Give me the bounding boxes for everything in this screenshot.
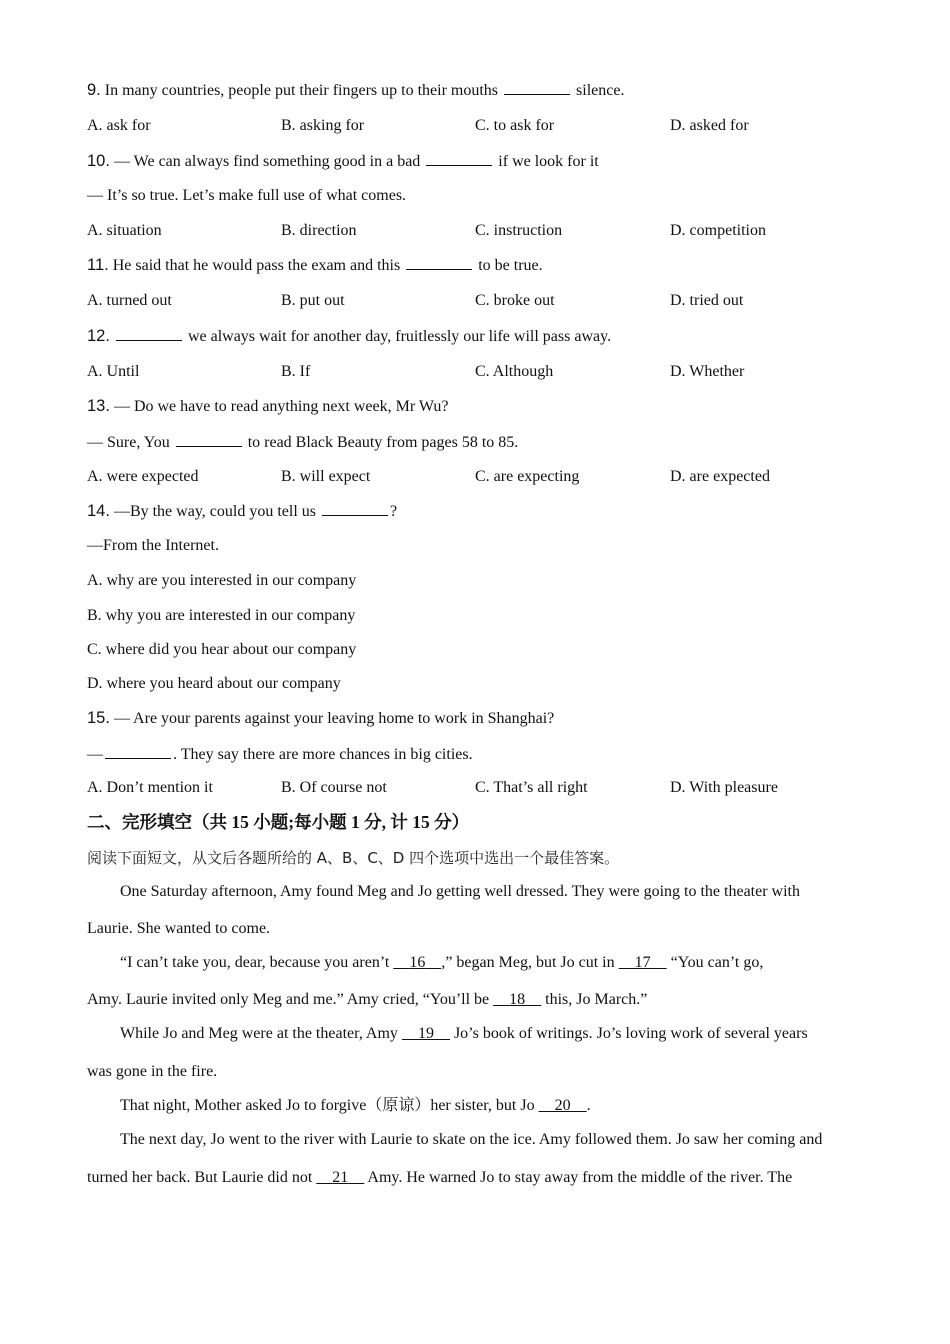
cloze-blank-20[interactable]: 20	[554, 1097, 571, 1114]
question-14-stem: 14. —By the way, could you tell us ?	[87, 502, 398, 520]
option-b: B. If	[281, 363, 311, 380]
option-a: A. Don’t mention it	[87, 779, 213, 796]
question-number: 10.	[87, 152, 110, 170]
option-b: B. put out	[281, 292, 345, 309]
option-d: D. are expected	[670, 468, 770, 485]
passage-line: The next day, Jo went to the river with Laurie to skate on the ice. Amy followed them. Jo saw her coming and	[120, 1131, 823, 1148]
option-b: B. asking for	[281, 117, 365, 134]
question-10-reply: — It’s so true. Let’s make full use of what comes.	[87, 187, 407, 204]
option-c: C. are expecting	[475, 468, 580, 485]
option-c: C. where did you hear about our company	[87, 641, 357, 658]
question-number: 14.	[87, 502, 110, 520]
option-d: D. asked for	[670, 117, 749, 134]
question-10-stem: 10. — We can always find something good in a bad if we look for it	[87, 152, 599, 170]
option-b: B. Of course not	[281, 779, 387, 796]
option-a: A. situation	[87, 222, 162, 239]
question-13-stem: 13. — Do we have to read anything next week, Mr Wu?	[87, 397, 449, 415]
option-a: A. turned out	[87, 292, 172, 309]
question-number: 12.	[87, 327, 110, 345]
option-d: D. With pleasure	[670, 779, 778, 796]
question-number: 13.	[87, 397, 110, 415]
option-c: C. That’s all right	[475, 779, 588, 796]
passage-line: One Saturday afternoon, Amy found Meg and Jo getting well dressed. They were going to the theater with	[120, 883, 800, 900]
passage-line: That night, Mother asked Jo to forgive（原谅）her sister, but Jo 20 .	[120, 1097, 591, 1114]
answer-blank[interactable]	[105, 744, 171, 759]
question-number: 9.	[87, 81, 101, 99]
answer-blank[interactable]	[176, 432, 242, 447]
cloze-blank-21[interactable]: 21	[332, 1169, 349, 1186]
option-a: A. why are you interested in our company	[87, 572, 357, 589]
passage-line: turned her back. But Laurie did not 21 Amy. He warned Jo to stay away from the middle of the river. The	[87, 1169, 793, 1186]
passage-line: Laurie. She wanted to come.	[87, 920, 271, 937]
section-title: 二、完形填空（共 15 小题;每小题 1 分, 计 15 分）	[87, 812, 470, 832]
option-c: C. Although	[475, 363, 554, 380]
option-d: D. where you heard about our company	[87, 675, 341, 692]
answer-blank[interactable]	[116, 326, 182, 341]
option-a: A. were expected	[87, 468, 199, 485]
option-c: C. to ask for	[475, 117, 555, 134]
passage-line: Amy. Laurie invited only Meg and me.” Amy cried, “You’ll be 18 this, Jo March.”	[87, 991, 648, 1008]
option-d: D. tried out	[670, 292, 744, 309]
answer-blank[interactable]	[322, 501, 388, 516]
passage-line: was gone in the fire.	[87, 1063, 218, 1080]
cloze-blank-16[interactable]: 16	[409, 954, 426, 971]
question-15-reply: — . They say there are more chances in big cities.	[87, 746, 473, 763]
question-13-reply: — Sure, You to read Black Beauty from pages 58 to 85.	[87, 434, 519, 451]
answer-blank[interactable]	[504, 80, 570, 95]
option-a: A. Until	[87, 363, 140, 380]
cloze-blank-18[interactable]: 18	[509, 991, 526, 1008]
question-14-reply: —From the Internet.	[87, 537, 219, 554]
question-11-stem: 11. He said that he would pass the exam and this to be true.	[87, 256, 543, 274]
option-b: B. will expect	[281, 468, 371, 485]
cloze-blank-19[interactable]: 19	[417, 1025, 434, 1042]
option-b: B. direction	[281, 222, 357, 239]
question-15-stem: 15. — Are your parents against your leaving home to work in Shanghai?	[87, 709, 555, 727]
option-c: C. instruction	[475, 222, 563, 239]
option-a: A. ask for	[87, 117, 151, 134]
option-d: D. Whether	[670, 363, 745, 380]
question-number: 15.	[87, 709, 110, 727]
option-c: C. broke out	[475, 292, 555, 309]
question-9-stem: 9. In many countries, people put their fingers up to their mouths silence.	[87, 81, 625, 99]
option-b: B. why you are interested in our company	[87, 607, 356, 624]
section-instruction: 阅读下面短文，从文后各题所给的 A、B、C、D 四个选项中选出一个最佳答案。	[87, 849, 620, 867]
answer-blank[interactable]	[426, 151, 492, 166]
question-12-stem: 12. we always wait for another day, fruitlessly our life will pass away.	[87, 327, 612, 345]
option-d: D. competition	[670, 222, 766, 239]
passage-line: While Jo and Meg were at the theater, Amy 19 Jo’s book of writings. Jo’s loving work of several years	[120, 1025, 808, 1042]
cloze-blank-17[interactable]: 17	[634, 954, 651, 971]
answer-blank[interactable]	[406, 255, 472, 270]
passage-line: “I can’t take you, dear, because you aren’t 16 ,” began Meg, but Jo cut in 17 “You can’t go,	[120, 954, 764, 971]
question-number: 11.	[87, 256, 109, 274]
